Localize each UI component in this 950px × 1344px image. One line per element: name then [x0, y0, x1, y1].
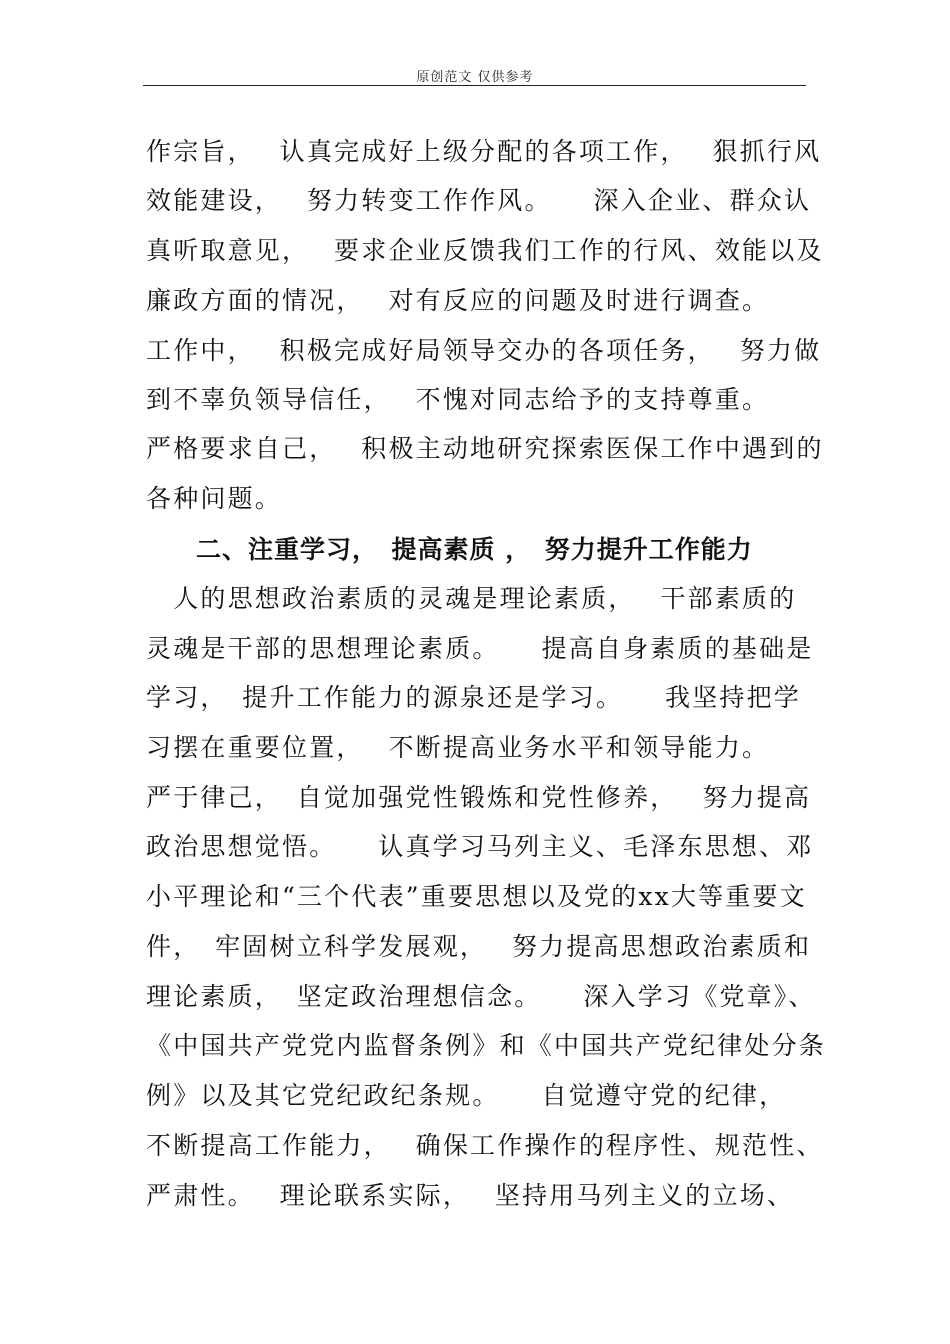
paragraph-line: 小平理论和“三个代表”重要思想以及党的xx大等重要文 [146, 882, 807, 911]
paragraph-line: 人的思想政治素质的灵魂是理论素质， 干部素质的 [146, 584, 797, 613]
paragraph-line: 政治思想觉悟。 认真学习马列主义、毛泽东思想、邓 [146, 832, 814, 861]
paragraph-line: 件， 牢固树立科学发展观， 努力提高思想政治素质和 [146, 932, 812, 961]
paragraph-line: 各种问题。 [146, 484, 283, 513]
page-header: 原创范文 仅供参考 [416, 70, 534, 85]
paragraph-line: 作宗旨， 认真完成好上级分配的各项工作， 狠抓行风 [146, 137, 822, 166]
paragraph-line: 例》以及其它党纪政纪条规。 自觉遵守党的纪律， [146, 1081, 787, 1110]
paragraph-line: 理论素质， 坚定政治理想信念。 深入学习《党章》、 [146, 982, 816, 1011]
paragraph-line: 真听取意见， 要求企业反馈我们工作的行风、效能以及 [146, 236, 824, 265]
paragraph-line: 工作中， 积极完成好局领导交办的各项任务， 努力做 [146, 336, 822, 365]
paragraph-line: 到不辜负领导信任， 不愧对同志给予的支持尊重。 [146, 385, 770, 414]
header-divider [143, 85, 806, 86]
section-heading: 二、注重学习， 提高素质 ， 努力提升工作能力 [196, 535, 753, 564]
paragraph-line: 严于律己， 自觉加强党性锻炼和党性修养， 努力提高 [146, 783, 812, 812]
paragraph-line: 严格要求自己， 积极主动地研究探索医保工作中遇到的 [146, 434, 824, 463]
paragraph-line: 习摆在重要位置， 不断提高业务水平和领导能力。 [146, 733, 770, 762]
paragraph-line: 《中国共产党党内监督条例》和《中国共产党纪律处分条 [146, 1031, 827, 1060]
paragraph-line: 学习， 提升工作能力的源泉还是学习。 我坚持把学 [146, 683, 802, 712]
paragraph-line: 不断提高工作能力， 确保工作操作的程序性、规范性、 [146, 1131, 824, 1160]
paragraph-line: 效能建设， 努力转变工作作风。 深入企业、群众认 [146, 186, 812, 215]
paragraph-line: 灵魂是干部的思想理论素质。 提高自身素质的基础是 [146, 634, 814, 663]
paragraph-line: 廉政方面的情况， 对有反应的问题及时进行调查。 [146, 286, 770, 315]
paragraph-line: 严肃性。 理论联系实际， 坚持用马列主义的立场、 [146, 1181, 795, 1210]
